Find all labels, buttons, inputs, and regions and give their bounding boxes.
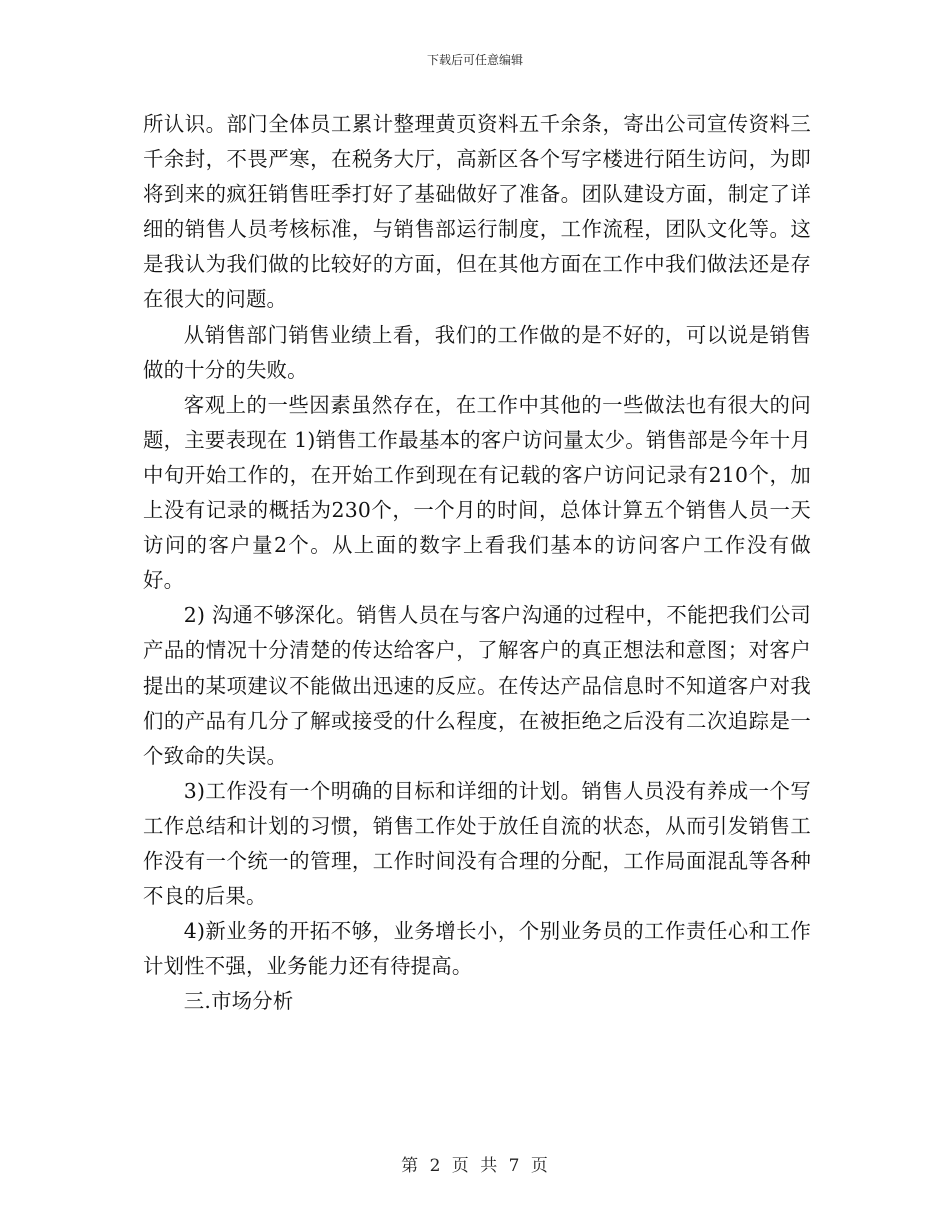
page-header: 下载后可任意编辑	[426, 53, 523, 67]
document-body	[143, 107, 811, 1019]
paragraph-sales-performance: 从销售部门销售业绩上看，我们的工作做的是不好的，可以说是销售做的十分的失败。	[143, 322, 811, 382]
paragraph-continuation: 所认识。部门全体员工累计整理黄页资料五千余条，寄出公司宣传资料三千余封，不畏严寒，在税务大厅，高新区各个写字楼进行陌生访问，为即将到来的疯狂销售旺季打好了基础做好了准备。团队建设方面，制定了详细的销售人员考核标准，与销售部运行制度，工作流程，团队文化等。这是我认为我们做的比较好的方面，但在其他方面在工作中我们做法还是存在很大的问题。	[143, 112, 811, 312]
paragraph-problem-1: 客观上的一些因素虽然存在，在工作中其他的一些做法也有很大的问题，主要表现在 1)销售工作最基本的客户访问量太少。销售部是今年十月中旬开始工作的，在开始工作到现在有记载的客户访问记录有210个，加上没有记录的概括为230个，一个月的时间，总体计算五个销售人员一天访问的客户量2个。从上面的数字上看我们基本的访问客户工作没有做好。	[143, 392, 811, 593]
page-number-footer: 第 2 页 共 7 页	[401, 1156, 549, 1176]
section-heading-market-analysis: 三.市场分析	[183, 989, 294, 1014]
paragraph-problem-3: 3)工作没有一个明确的目标和详细的计划。销售人员没有养成一个写工作总结和计划的习惯，销售工作处于放任自流的状态，从而引发销售工作没有一个统一的管理，工作时间没有合理的分配，工作局面混乱等各种不良的后果。	[143, 778, 811, 909]
paragraph-problem-2: 2) 沟通不够深化。销售人员在与客户沟通的过程中，不能把我们公司产品的情况十分清楚的传达给客户，了解客户的真正想法和意图；对客户提出的某项建议不能做出迅速的反应。在传达产品信息时不知道客户对我们的产品有几分了解或接受的什么程度，在被拒绝之后没有二次追踪是一个致命的失误。	[143, 603, 811, 768]
paragraph-problem-4: 4)新业务的开拓不够，业务增长小，个别业务员的工作责任心和工作计划性不强，业务能力还有待提高。	[143, 919, 811, 979]
